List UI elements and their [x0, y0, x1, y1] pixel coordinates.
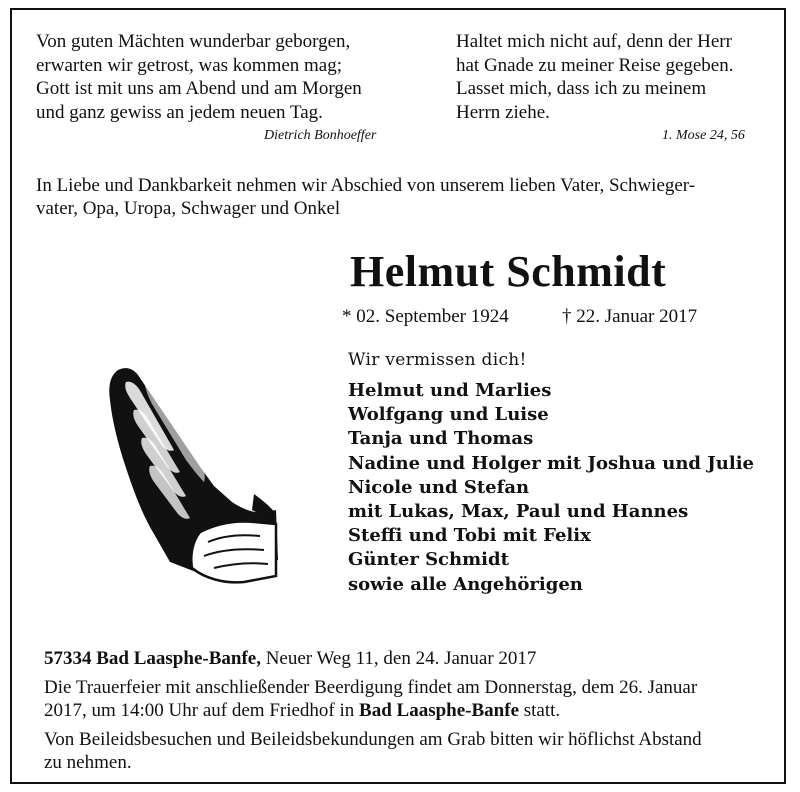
- ceremony-line: [44, 699, 784, 722]
- condolence-text: [44, 728, 784, 774]
- intro-line: In Liebe und Dankbarkeit nehmen wir Abschied von unserem lieben Vater, Schwieger-: [36, 175, 696, 196]
- poem-right-line: Haltet mich nicht auf, denn der Herr: [456, 31, 732, 52]
- poem-left-line: und ganz gewiss an jedem neuen Tag.: [36, 101, 323, 123]
- ceremony-place: Bad Laasphe-Banfe: [359, 700, 519, 721]
- ceremony-text-part: statt.: [519, 700, 561, 721]
- family-member: Nicole und Stefan: [348, 476, 530, 498]
- poem-right-line: Herrn ziehe.: [456, 101, 550, 123]
- miss-line: Wir vermissen dich!: [348, 350, 527, 370]
- death-date: † 22. Januar 2017: [562, 306, 698, 327]
- poem-left-line: Von guten Mächten wunderbar geborgen,: [36, 31, 351, 52]
- poem-left-line: erwarten wir getrost, was kommen mag;: [36, 54, 343, 76]
- poem-right: [456, 30, 734, 124]
- address-place: 57334 Bad Laasphe-Banfe,: [44, 648, 261, 669]
- ceremony-line: Die Trauerfeier mit anschließender Beerdigung findet am Donnerstag, dem 26. Januar: [44, 677, 698, 698]
- family-member: Tanja und Thomas: [348, 428, 534, 450]
- family-member: Wolfgang und Luise: [348, 404, 549, 426]
- birth-date: * 02. September 1924: [342, 306, 509, 327]
- intro-line: vater, Opa, Uropa, Schwager und Onkel: [36, 198, 341, 219]
- address-line: [44, 647, 536, 670]
- poem-right-attribution: 1. Mose 24, 56: [662, 128, 745, 143]
- family-list: [348, 379, 754, 597]
- poem-right-line: hat Gnade zu meiner Reise gegeben.: [456, 54, 734, 76]
- poem-left: [36, 30, 362, 124]
- family-member: sowie alle Angehörigen: [348, 573, 583, 595]
- poem-left-attribution: Dietrich Bonhoeffer: [264, 128, 377, 143]
- poem-right-line: Lasset mich, dass ich zu meinem: [456, 78, 707, 99]
- praying-hands-icon: [104, 364, 280, 586]
- ceremony-text-part: 2017, um 14:00 Uhr auf dem Friedhof in: [44, 700, 360, 721]
- family-member: Helmut und Marlies: [348, 380, 552, 401]
- address-rest: Neuer Weg 11, den 24. Januar 2017: [260, 648, 537, 669]
- family-member: Steffi und Tobi mit Felix: [348, 525, 591, 547]
- family-member: Nadine und Holger mit Joshua und Julie: [348, 452, 754, 474]
- family-member: Günter Schmidt: [348, 549, 509, 571]
- family-member: mit Lukas, Max, Paul und Hannes: [348, 501, 689, 523]
- ceremony-text: [44, 676, 784, 722]
- condolence-line: Von Beileidsbesuchen und Beileidsbekundungen am Grab bitten wir höflichst Abstand: [44, 729, 702, 750]
- condolence-line: zu nehmen.: [44, 752, 132, 773]
- deceased-name: Helmut Schmidt: [350, 247, 667, 296]
- poem-left-line: Gott ist mit uns am Abend und am Morgen: [36, 78, 362, 99]
- intro-text: [36, 174, 776, 220]
